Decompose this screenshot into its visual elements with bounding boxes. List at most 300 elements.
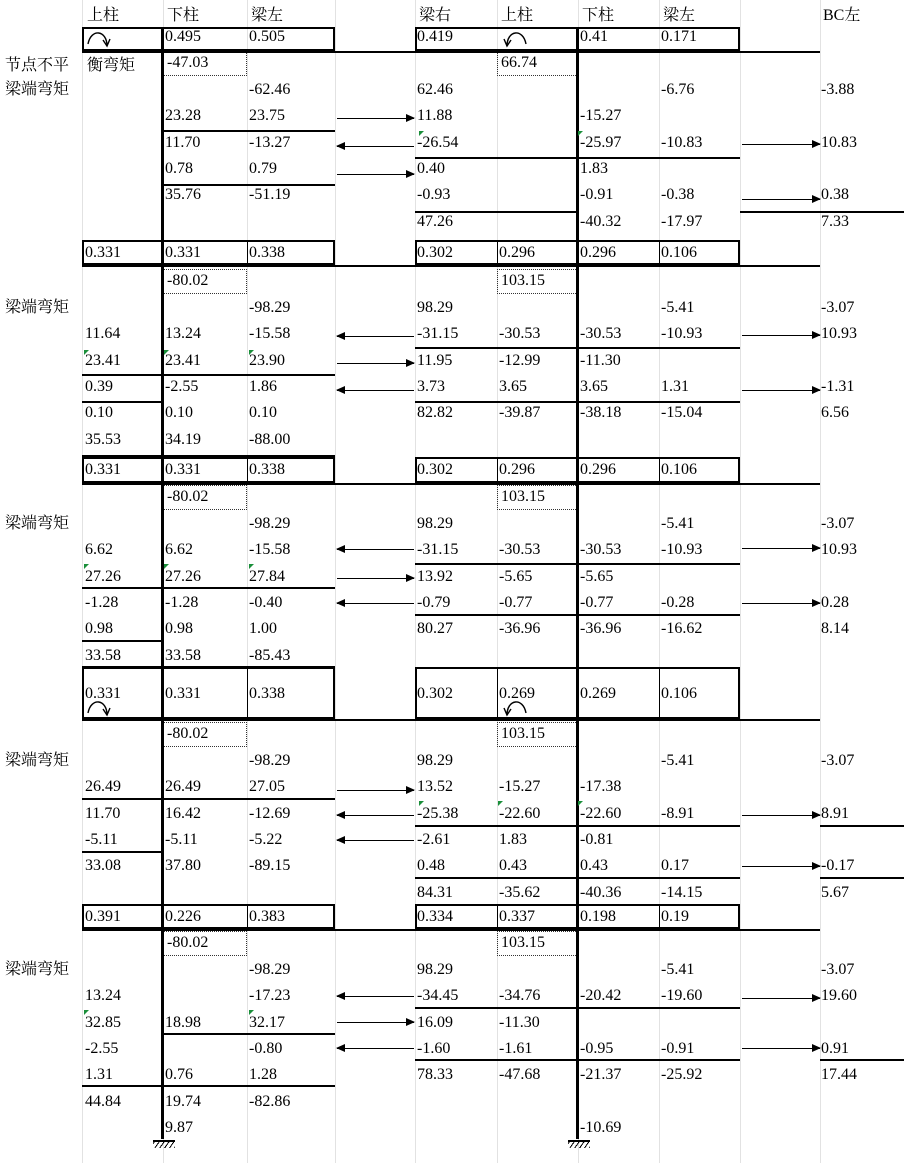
moment-value: -30.53 [580, 325, 622, 343]
dist-factor: 0.383 [249, 908, 285, 925]
sheet-gridline [82, 0, 83, 1163]
dist-factor: 0.106 [661, 685, 697, 702]
dist-factor: 0.331 [165, 244, 201, 261]
cell-comment-marker [578, 801, 583, 806]
ground-support-icon [153, 1140, 175, 1148]
arrow-right [337, 1022, 414, 1023]
unbalanced-value: -80.02 [167, 272, 209, 289]
moment-value: -15.27 [499, 778, 541, 796]
moment-value: -10.69 [580, 1118, 622, 1136]
box-split [497, 904, 498, 929]
box-split [497, 457, 498, 483]
moment-value: 32.85 [85, 1013, 121, 1031]
moment-value: 8.14 [821, 620, 849, 638]
moment-value: -2.55 [85, 1039, 119, 1057]
moment-value: 6.62 [85, 541, 113, 559]
moment-value: 16.42 [165, 804, 201, 822]
moment-value: 0.76 [165, 1066, 193, 1084]
arrow-right [742, 548, 820, 549]
moment-value: -2.61 [417, 830, 451, 848]
header-beam-left: 梁左 [251, 7, 284, 24]
moment-value: 0.98 [165, 620, 193, 638]
moment-value: -5.11 [85, 830, 118, 848]
moment-value: 0.17 [661, 857, 689, 875]
moment-value: -89.15 [249, 857, 291, 875]
arrow-right [742, 390, 820, 391]
moment-value: -11.30 [499, 1013, 540, 1031]
arrow-right [742, 144, 820, 145]
moment-value: -3.07 [821, 961, 855, 978]
box-split [247, 240, 248, 265]
label-beam-end-moment: 梁端弯矩 [5, 752, 70, 769]
moment-value: 11.95 [417, 351, 453, 369]
dist-factor: 0.338 [249, 244, 285, 261]
dist-factor: 0.495 [165, 28, 201, 45]
box-split [659, 667, 660, 719]
moment-value: -51.19 [249, 186, 291, 204]
moment-value: 6.62 [165, 541, 193, 559]
moment-value: 98.29 [417, 961, 453, 978]
moment-value: 11.70 [85, 804, 121, 822]
moment-value: -5.22 [249, 830, 283, 848]
unbalanced-value: 103.15 [501, 725, 545, 742]
arrow-left [337, 996, 414, 997]
unbalanced-value: -80.02 [167, 488, 209, 505]
moment-value: -1.28 [165, 593, 199, 611]
row-divider [163, 1033, 335, 1035]
moment-value: -15.27 [580, 107, 622, 125]
dist-factor: 0.331 [165, 685, 201, 702]
moment-value: -21.37 [580, 1066, 622, 1084]
moment-value: 98.29 [417, 752, 453, 769]
moment-value: -35.62 [499, 883, 541, 901]
moment-value: 26.49 [85, 778, 121, 796]
arrow-right [337, 118, 414, 119]
moment-value: 0.98 [85, 620, 113, 638]
cell-comment-marker [419, 801, 424, 806]
moment-value: 1.31 [85, 1066, 113, 1084]
moment-value: 13.52 [417, 778, 453, 796]
moment-value: -85.43 [249, 646, 291, 664]
moment-value: 8.91 [821, 804, 849, 822]
dist-factor: 0.331 [85, 685, 121, 702]
moment-value: -40.32 [580, 212, 622, 230]
moment-value: 10.93 [821, 541, 857, 559]
moment-value: -11.30 [580, 351, 621, 369]
moment-value: -3.07 [821, 515, 855, 532]
moment-value: 1.31 [661, 377, 689, 395]
moment-value: 1.83 [499, 830, 527, 848]
moment-value: -62.46 [249, 81, 291, 98]
moment-value: 0.28 [821, 593, 849, 611]
dist-factor: 0.334 [417, 908, 453, 925]
moment-value: 11.70 [165, 133, 201, 151]
moment-value: 0.78 [165, 159, 193, 177]
moment-value: 0.38 [821, 186, 849, 204]
moment-value: -10.83 [661, 133, 703, 151]
moment-value: -17.97 [661, 212, 703, 230]
cell-comment-marker [249, 350, 254, 355]
moment-value: -88.00 [249, 430, 291, 448]
moment-value: 17.44 [821, 1066, 857, 1084]
dist-factor: 0.171 [661, 28, 697, 45]
dist-factor: 0.337 [499, 908, 535, 925]
moment-value: -0.79 [417, 593, 451, 611]
moment-value: -17.23 [249, 987, 291, 1005]
unbalanced-value: 103.15 [501, 272, 545, 289]
moment-value: 5.67 [821, 883, 849, 901]
moment-value: -31.15 [417, 541, 459, 559]
moment-value: -39.87 [499, 404, 541, 422]
arrow-right [337, 578, 414, 579]
moment-value: 62.46 [417, 81, 453, 98]
header-upper-col: 上柱 [87, 7, 120, 24]
header-beam-left2: 梁左 [663, 7, 696, 24]
dist-factor: 0.296 [580, 461, 616, 478]
moment-value: 23.41 [85, 351, 121, 369]
moment-value: 0.39 [85, 377, 113, 395]
row-divider [740, 211, 904, 213]
label-beam-end-moment: 梁端弯矩 [5, 81, 70, 98]
arrow-right [337, 174, 414, 175]
sheet-gridline [335, 0, 336, 1163]
arrow-right [742, 199, 820, 200]
dist-factor: 0.338 [249, 685, 285, 702]
row-divider [415, 211, 577, 213]
moment-value: -30.53 [580, 541, 622, 559]
cell-comment-marker [84, 1010, 89, 1015]
dist-factor: 0.296 [499, 461, 535, 478]
arrow-left [337, 336, 414, 337]
moment-value: -3.07 [821, 752, 855, 769]
header-bc-left: BC左 [823, 7, 861, 24]
cell-comment-marker [249, 1010, 254, 1015]
box-split [659, 457, 660, 483]
box-split [247, 904, 248, 929]
row-divider [82, 455, 335, 457]
moment-value: 13.24 [85, 987, 121, 1005]
moment-value: 84.31 [417, 883, 453, 901]
floor-separator [82, 51, 820, 53]
label-beam-end-moment: 梁端弯矩 [5, 961, 70, 978]
dist-factor: 0.269 [580, 685, 616, 702]
unbalanced-value: 66.74 [501, 54, 537, 71]
moment-value: 19.74 [165, 1092, 201, 1110]
moment-value: -8.91 [661, 804, 695, 822]
moment-value: -82.86 [249, 1092, 291, 1110]
moment-value: 3.73 [417, 377, 445, 395]
box-split [659, 904, 660, 929]
moment-value: -14.15 [661, 883, 703, 901]
row-divider [415, 1059, 740, 1061]
moment-value: 3.65 [580, 377, 608, 395]
row-divider [415, 614, 740, 616]
sheet-gridline [497, 0, 498, 1163]
moment-value: -0.93 [417, 186, 451, 204]
moment-value: -13.27 [249, 133, 291, 151]
moment-value: 0.43 [499, 857, 527, 875]
dist-factor: 0.505 [249, 28, 285, 45]
moment-value: -5.11 [165, 830, 198, 848]
row-divider [415, 347, 740, 349]
moment-value: -0.17 [821, 857, 855, 875]
moment-value: -25.38 [417, 804, 459, 822]
arrow-left [337, 549, 414, 550]
moment-value: 23.90 [249, 351, 285, 369]
dist-factor: 0.296 [499, 244, 535, 261]
dist-factor: 0.269 [499, 685, 535, 702]
row-divider [82, 666, 335, 668]
moment-value: -25.92 [661, 1066, 703, 1084]
moment-value: 1.28 [249, 1066, 277, 1084]
cell-comment-marker [164, 350, 169, 355]
box-split [247, 457, 248, 483]
moment-value: -36.96 [499, 620, 541, 638]
moment-value: -0.28 [661, 593, 695, 611]
moment-value: -3.88 [821, 81, 855, 98]
moment-value: 0.10 [85, 404, 113, 422]
arrow-left [337, 603, 414, 604]
moment-value: 0.10 [249, 404, 277, 422]
row-divider [82, 374, 335, 376]
arrow-left [337, 146, 414, 147]
row-divider [415, 401, 740, 403]
moment-value: -5.41 [661, 752, 695, 769]
moment-value: -98.29 [249, 515, 291, 532]
moment-value: 6.56 [821, 404, 849, 422]
row-divider [82, 401, 163, 403]
moment-value: 3.65 [499, 377, 527, 395]
floor-separator [82, 719, 820, 721]
moment-value: -5.41 [661, 515, 695, 532]
unbalanced-value: 103.15 [501, 488, 545, 505]
dist-factor: 0.198 [580, 908, 616, 925]
row-divider [82, 587, 335, 589]
unbalanced-value: -80.02 [167, 725, 209, 742]
row-divider [415, 1007, 740, 1009]
box-split [497, 667, 498, 719]
moment-value: 10.83 [821, 133, 857, 151]
moment-value: 27.84 [249, 567, 285, 585]
moment-value: 16.09 [417, 1013, 453, 1031]
moment-value: -10.93 [661, 325, 703, 343]
moment-value: -1.28 [85, 593, 119, 611]
row-divider [82, 798, 335, 800]
row-divider [82, 1085, 335, 1087]
dist-factor: 0.391 [85, 908, 121, 925]
moment-value: -15.58 [249, 541, 291, 559]
label-unbalanced: 节点不平 [5, 57, 70, 74]
moment-value: -0.91 [580, 186, 614, 204]
moment-value: -20.42 [580, 987, 622, 1005]
moment-value: -47.68 [499, 1066, 541, 1084]
moment-value: -1.31 [821, 377, 855, 395]
moment-value: 98.29 [417, 299, 453, 316]
moment-value: 33.08 [85, 857, 121, 875]
moment-value: 27.26 [165, 567, 201, 585]
moment-value: -22.60 [499, 804, 541, 822]
moment-value: -10.93 [661, 541, 703, 559]
moment-value: -0.80 [249, 1039, 283, 1057]
row-divider [163, 130, 335, 132]
moment-value: 80.27 [417, 620, 453, 638]
row-divider [163, 184, 335, 186]
moment-value: -98.29 [249, 961, 291, 978]
moment-value: 26.49 [165, 778, 201, 796]
box-split [247, 667, 248, 719]
moment-value: 82.82 [417, 404, 453, 422]
moment-value: -5.65 [580, 567, 614, 585]
arrow-right [742, 866, 820, 867]
moment-value: 9.87 [165, 1118, 193, 1136]
moment-value: 13.24 [165, 325, 201, 343]
dist-box-left [82, 904, 335, 929]
floor-separator [82, 483, 820, 485]
moment-value: -26.54 [417, 133, 459, 151]
moment-value: 35.76 [165, 186, 201, 204]
dist-box-left [82, 240, 335, 265]
moment-value: -19.60 [661, 987, 703, 1005]
moment-value: -34.45 [417, 987, 459, 1005]
cell-comment-marker [578, 131, 583, 136]
row-divider [82, 640, 163, 642]
moment-value: 19.60 [821, 987, 857, 1005]
dist-factor: 0.338 [249, 461, 285, 478]
row-divider [820, 825, 904, 827]
dist-factor: 0.226 [165, 908, 201, 925]
arrow-left [337, 840, 414, 841]
row-divider [415, 563, 740, 565]
floor-separator [82, 929, 820, 931]
arrow-right [742, 335, 820, 336]
moment-value: 0.79 [249, 159, 277, 177]
dist-box-left [82, 457, 335, 483]
moment-value: -15.58 [249, 325, 291, 343]
moment-value: 1.00 [249, 620, 277, 638]
row-divider [415, 157, 740, 159]
unbalanced-value: -80.02 [167, 934, 209, 951]
cell-comment-marker [84, 564, 89, 569]
rotation-arrow-icon [85, 695, 111, 717]
left-column-line [161, 27, 164, 1139]
moment-value: 44.84 [85, 1092, 121, 1110]
moment-value: 37.80 [165, 857, 201, 875]
dist-box-left [82, 27, 335, 51]
sheet-gridline [247, 0, 248, 1163]
moment-value: 35.53 [85, 430, 121, 448]
row-divider [415, 877, 740, 879]
dist-factor: 0.331 [85, 244, 121, 261]
arrow-right [742, 998, 820, 999]
label-beam-end-moment: 梁端弯矩 [5, 515, 70, 532]
moment-value: -1.60 [417, 1039, 451, 1057]
header-upper-col2: 上柱 [501, 7, 534, 24]
header-beam-right: 梁右 [419, 7, 452, 24]
dist-factor: 0.302 [417, 244, 453, 261]
arrow-left [337, 390, 414, 391]
label-beam-end-moment: 梁端弯矩 [5, 299, 70, 316]
moment-value: 23.28 [165, 107, 201, 125]
moment-value: -40.36 [580, 883, 622, 901]
rotation-arrow-icon [85, 26, 111, 48]
dist-factor: 0.302 [417, 461, 453, 478]
unbalanced-value: 103.15 [501, 934, 545, 951]
moment-value: 7.33 [821, 212, 849, 230]
dist-factor: 0.41 [580, 28, 608, 45]
cell-comment-marker [419, 131, 424, 136]
dist-factor: 0.296 [580, 244, 616, 261]
moment-value: -30.53 [499, 541, 541, 559]
moment-value: -17.38 [580, 778, 622, 796]
moment-value: 98.29 [417, 515, 453, 532]
moment-value: 18.98 [165, 1013, 201, 1031]
moment-value: 0.48 [417, 857, 445, 875]
moment-value: 0.43 [580, 857, 608, 875]
header-lower-col: 下柱 [167, 7, 200, 24]
rotation-arrow-icon [503, 26, 529, 48]
header-lower-col2: 下柱 [582, 7, 615, 24]
moment-value: -0.38 [661, 186, 695, 204]
sheet-gridline [415, 0, 416, 1163]
moment-value: 10.93 [821, 325, 857, 343]
cell-comment-marker [249, 564, 254, 569]
row-divider [820, 877, 904, 879]
row-divider [820, 1059, 904, 1061]
moment-value: -1.61 [499, 1039, 533, 1057]
moment-value: 0.91 [821, 1039, 849, 1057]
moment-value: -31.15 [417, 325, 459, 343]
moment-value: -98.29 [249, 752, 291, 769]
arrow-left [337, 1048, 414, 1049]
moment-value: -2.55 [165, 377, 199, 395]
moment-value: 1.83 [580, 159, 608, 177]
moment-value: 23.41 [165, 351, 201, 369]
moment-value: -6.76 [661, 81, 695, 98]
sheet-gridline [659, 0, 660, 1163]
moment-value: -0.81 [580, 830, 614, 848]
moment-value: -0.91 [661, 1039, 695, 1057]
moment-value: -0.40 [249, 593, 283, 611]
dist-box-left [82, 667, 335, 719]
moment-value: -38.18 [580, 404, 622, 422]
moment-value: -25.97 [580, 133, 622, 151]
dist-factor: 0.419 [417, 28, 453, 45]
sheet-gridline [740, 0, 741, 1163]
moment-value: 0.10 [165, 404, 193, 422]
moment-value: 13.92 [417, 567, 453, 585]
moment-value: -5.65 [499, 567, 533, 585]
cell-comment-marker [164, 564, 169, 569]
arrow-left [337, 815, 414, 816]
dist-factor: 0.331 [85, 461, 121, 478]
dist-factor: 0.106 [661, 461, 697, 478]
moment-value: 33.58 [85, 646, 121, 664]
arrow-right [742, 1048, 820, 1049]
moment-value: -98.29 [249, 299, 291, 316]
dist-factor: 0.106 [661, 244, 697, 261]
cell-comment-marker [84, 350, 89, 355]
dist-factor: 0.19 [661, 908, 689, 925]
moment-value: 34.19 [165, 430, 201, 448]
moment-value: -16.62 [661, 620, 703, 638]
moment-value: -34.76 [499, 987, 541, 1005]
moment-value: -30.53 [499, 325, 541, 343]
box-split [659, 240, 660, 265]
moment-value: -0.77 [499, 593, 533, 611]
label-balance-moment: 衡弯矩 [87, 57, 136, 74]
floor-separator [82, 265, 820, 267]
moment-value: -12.69 [249, 804, 291, 822]
